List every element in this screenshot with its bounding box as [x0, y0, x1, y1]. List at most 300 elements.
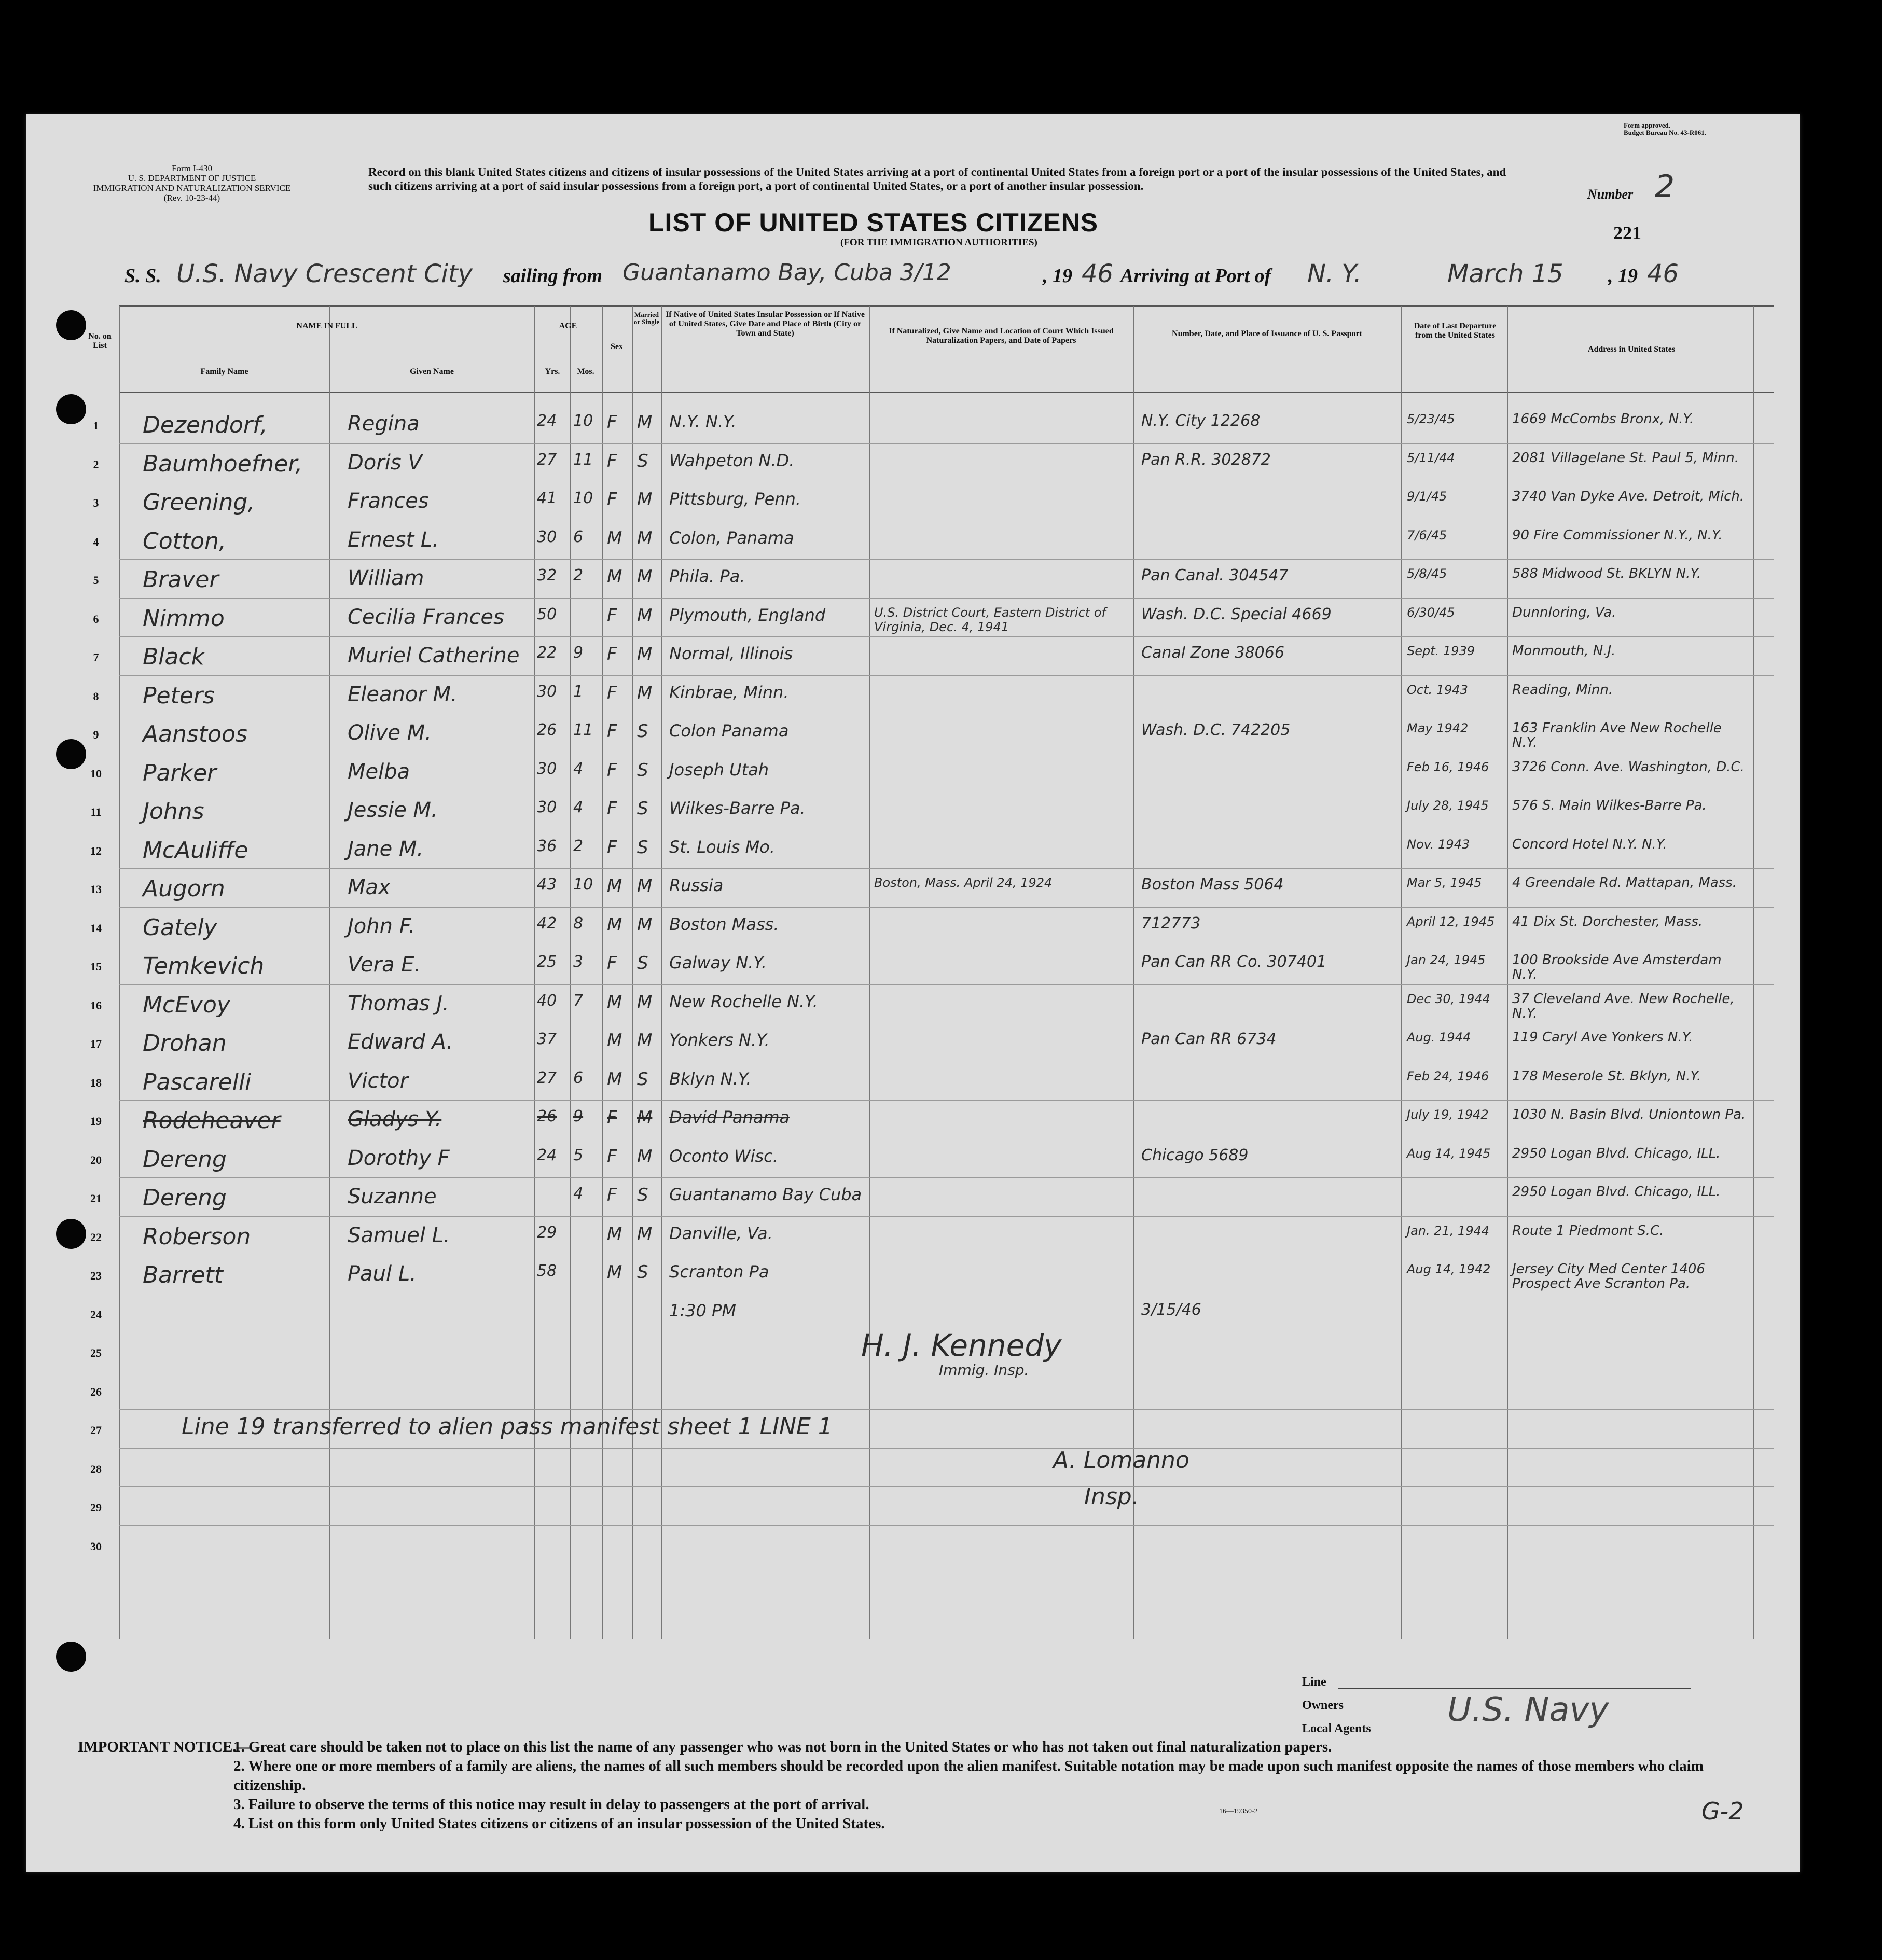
inspector-signature: H. J. Kennedy	[861, 1328, 1062, 1363]
form-id-block	[73, 163, 311, 203]
cell-dep: Jan. 21, 1944	[1407, 1223, 1490, 1238]
cell-family: Black	[143, 644, 205, 670]
cell-addr: Concord Hotel N.Y. N.Y.	[1512, 836, 1667, 852]
form-approved-block	[1624, 122, 1706, 136]
cell-mos: 10	[573, 489, 593, 507]
record-instructions: Record on this blank United States citizens and citizens of insular possessions of the United States arriving at a port of continental United States from a foreign port or a port of the insular possessions of the United States, and such citizens arriving at a port of said insular possessions from a foreign port, a port of continental United States, or a port of another insular possession.	[368, 165, 1506, 192]
cell-yrs: 29	[537, 1223, 557, 1242]
cell-family: Pascarelli	[143, 1068, 252, 1095]
cell-birth: Boston Mass.	[669, 914, 779, 934]
cell-birth: New Rochelle N.Y.	[669, 991, 818, 1011]
cell-addr: 4 Greendale Rd. Mattapan, Mass.	[1512, 875, 1737, 891]
cell-dep: Jan 24, 1945	[1407, 953, 1486, 967]
cell-birth: David Panama	[669, 1107, 790, 1127]
cell-ms: M	[637, 412, 653, 433]
cell-family: Temkevich	[143, 953, 265, 979]
owners-value: U.S. Navy	[1447, 1691, 1609, 1729]
cell-ms: S	[637, 450, 648, 471]
cell-mos: 2	[573, 837, 584, 855]
cell-sex: M	[607, 991, 622, 1012]
cell-sex: F	[607, 798, 617, 819]
row-number: 6	[93, 612, 99, 625]
col-line	[1133, 306, 1134, 1639]
cell-addr: 119 Caryl Ave Yonkers N.Y.	[1512, 1030, 1693, 1045]
cell-ms: M	[637, 914, 653, 935]
cell-family: Aanstoos	[143, 721, 247, 747]
cell-family: Braver	[143, 566, 219, 593]
cell-sex: M	[607, 914, 622, 935]
cell-passport: Wash. D.C. Special 4669	[1141, 605, 1332, 623]
page-number: 221	[1613, 223, 1641, 243]
row-number: 17	[90, 1037, 102, 1050]
header-top-rule	[119, 305, 1774, 307]
row-number: 9	[93, 728, 99, 741]
cell-given: Suzanne	[348, 1185, 437, 1208]
row-number: 18	[90, 1076, 102, 1089]
cell-addr: 90 Fire Commissioner N.Y., N.Y.	[1512, 527, 1723, 543]
cell-ms: M	[637, 1030, 653, 1051]
cell-given: Ernest L.	[348, 527, 439, 552]
cell-birth: Yonkers N.Y.	[669, 1030, 770, 1050]
cell-dep: 5/8/45	[1407, 566, 1447, 581]
cell-ms: M	[637, 1146, 653, 1167]
cell-passport: Wash. D.C. 742205	[1141, 721, 1291, 739]
cell-family: Nimmo	[143, 605, 225, 632]
row-number: 15	[90, 960, 102, 973]
cell-yrs: 30	[537, 798, 557, 816]
cell-yrs: 41	[537, 489, 557, 507]
line-underline	[1338, 1688, 1691, 1689]
cell-dep: Aug 14, 1942	[1407, 1262, 1491, 1276]
row-rule	[119, 907, 1774, 908]
cell-addr: 1030 N. Basin Blvd. Uniontown Pa.	[1512, 1107, 1746, 1122]
row-number: 21	[90, 1192, 102, 1205]
cell-mos: 6	[573, 1068, 584, 1087]
cell-ms: S	[637, 759, 648, 781]
page-title: LIST OF UNITED STATES CITIZENS	[648, 208, 1099, 237]
row-rule	[119, 1409, 1774, 1410]
cell-mos: 7	[573, 991, 584, 1010]
cell-family: Peters	[143, 682, 215, 709]
cell-birth: Guantanamo Bay Cuba	[669, 1185, 862, 1204]
cell-yrs: 22	[537, 644, 557, 662]
col-header-no: No. on List	[88, 332, 112, 350]
row-rule	[119, 1216, 1774, 1217]
col-line	[1401, 306, 1402, 1639]
cell-given: William	[348, 566, 424, 590]
cell-ms: M	[637, 489, 653, 510]
row-rule	[119, 559, 1774, 560]
cell-birth: 1:30 PM	[669, 1300, 736, 1320]
arriving-label: Arriving at Port of	[1120, 265, 1271, 287]
row-rule	[119, 636, 1774, 637]
col-header-native: If Native of United States Insular Possession or If Native of United States, Give Date and Place of Birth (City or Town and State)	[666, 310, 865, 338]
row-number: 19	[90, 1115, 102, 1128]
row-number: 24	[90, 1308, 102, 1321]
cell-family: McEvoy	[143, 991, 230, 1018]
cell-addr: 41 Dix St. Dorchester, Mass.	[1512, 913, 1703, 929]
row-number: 23	[90, 1269, 102, 1282]
cell-given: Vera E.	[348, 953, 421, 977]
sailing-from-value: Guantanamo Bay, Cuba 3/12	[622, 259, 951, 286]
cell-given: Max	[348, 875, 391, 899]
row-number: 4	[93, 535, 99, 548]
print-code: 16—19350-2	[1219, 1808, 1258, 1815]
col-header-age: AGE	[559, 322, 577, 330]
cell-yrs: 58	[537, 1262, 557, 1280]
cell-birth: Pittsburg, Penn.	[669, 489, 801, 509]
cell-given: Regina	[348, 412, 420, 436]
cell-passport: 712773	[1141, 914, 1201, 933]
row-number: 12	[90, 844, 102, 857]
cell-ms: M	[637, 605, 653, 626]
cell-dep: Dec 30, 1944	[1407, 991, 1490, 1006]
cell-dep: July 19, 1942	[1407, 1107, 1489, 1122]
cell-family: Roberson	[143, 1223, 251, 1250]
cell-sex: F	[607, 682, 617, 703]
row-rule	[119, 598, 1774, 599]
cell-family: McAuliffe	[143, 837, 248, 864]
cell-mos: 3	[573, 953, 584, 971]
cell-ms: S	[637, 953, 648, 974]
cell-given: Olive M.	[348, 721, 432, 745]
arriving-date: March 15	[1447, 259, 1563, 288]
cell-birth: Russia	[669, 875, 724, 895]
cell-addr: Reading, Minn.	[1512, 682, 1613, 698]
second-title: Insp.	[1084, 1483, 1139, 1510]
cell-sex: F	[607, 605, 617, 626]
cell-sex: F	[607, 1107, 617, 1128]
cell-dep: Feb 16, 1946	[1407, 759, 1489, 774]
cell-given: Doris V	[348, 450, 422, 475]
cell-birth: Oconto Wisc.	[669, 1146, 778, 1166]
cell-birth: Danville, Va.	[669, 1223, 773, 1243]
cell-addr: Route 1 Piedmont S.C.	[1512, 1222, 1664, 1239]
row-rule	[119, 1525, 1774, 1526]
cell-family: Greening,	[143, 489, 255, 516]
row-number: 26	[90, 1385, 102, 1398]
cell-ms: S	[637, 1262, 648, 1283]
header-bottom-rule	[119, 392, 1774, 393]
cell-yrs: 26	[537, 721, 557, 739]
notice-item: 1. Great care should be taken not to place on this list the name of any passenger who was not born in the United States or who has not taken out final naturalization papers.	[233, 1739, 1332, 1755]
cell-family: Cotton,	[143, 527, 226, 554]
col-header-name-in-full: NAME IN FULL	[296, 322, 357, 330]
cell-dep: 5/11/44	[1407, 450, 1455, 465]
row-rule	[119, 1177, 1774, 1178]
cell-mos: 6	[573, 527, 584, 546]
cell-mos: 9	[573, 1107, 584, 1125]
page-subtitle: (FOR THE IMMIGRATION AUTHORITIES)	[840, 237, 1037, 248]
line-26-note: Line 19 transferred to alien pass manifest sheet 1 LINE 1	[182, 1413, 833, 1440]
cell-mos: 8	[573, 914, 584, 933]
cell-ms: S	[637, 721, 648, 742]
cell-mos: 4	[573, 1185, 584, 1203]
cell-yrs: 30	[537, 527, 557, 546]
cell-sex: F	[607, 450, 617, 471]
cell-birth: Wilkes-Barre Pa.	[669, 798, 806, 818]
row-number: 10	[90, 767, 102, 780]
col-header-sex: Sex	[611, 342, 623, 351]
cell-family: Gately	[143, 914, 217, 941]
row-number: 13	[90, 883, 102, 896]
col-line	[1507, 306, 1508, 1639]
year-value-2: 46	[1647, 259, 1679, 288]
cell-given: Thomas J.	[348, 991, 449, 1016]
notice-item: 2. Where one or more members of a family are aliens, the names of all such members should be recorded upon the alien manifest. Suitable notation may be made upon such manifest opposite the names of those members who claim citizenship.	[233, 1758, 1704, 1794]
cell-sex: M	[607, 875, 622, 896]
cell-passport: 3/15/46	[1141, 1300, 1201, 1319]
row-number: 14	[90, 921, 102, 935]
cell-birth: Colon, Panama	[669, 527, 794, 548]
cell-mos: 11	[573, 450, 593, 469]
cell-yrs: 42	[537, 914, 557, 933]
cell-family: Augorn	[143, 875, 225, 902]
notice-item: 3. Failure to observe the terms of this notice may result in delay to passengers at the port of arrival.	[233, 1796, 869, 1813]
cell-nat: Boston, Mass. April 24, 1924	[874, 875, 1053, 890]
owners-label: Owners	[1302, 1699, 1344, 1712]
cell-birth: Kinbrae, Minn.	[669, 682, 789, 702]
cell-ms: S	[637, 1068, 648, 1090]
cell-addr: 2081 Villagelane St. Paul 5, Minn.	[1512, 450, 1739, 466]
cell-addr: 2950 Logan Blvd. Chicago, ILL.	[1512, 1145, 1721, 1161]
cell-passport: Pan Can RR Co. 307401	[1141, 953, 1327, 971]
cell-yrs: 32	[537, 566, 557, 585]
cell-addr: 3726 Conn. Ave. Washington, D.C.	[1512, 759, 1745, 775]
cell-sex: F	[607, 412, 617, 433]
row-rule	[119, 868, 1774, 869]
arriving-port: N. Y.	[1307, 259, 1362, 288]
punch-hole	[56, 739, 86, 769]
service: IMMIGRATION AND NATURALIZATION SERVICE	[93, 183, 291, 193]
cell-birth: Wahpeton N.D.	[669, 450, 795, 470]
cell-mos: 11	[573, 721, 593, 739]
row-rule	[119, 984, 1774, 985]
cell-family: Dereng	[143, 1185, 227, 1211]
cell-dep: 9/1/45	[1407, 489, 1447, 504]
notice-heading: IMPORTANT NOTICE.—	[78, 1739, 252, 1755]
row-number: 28	[90, 1462, 102, 1476]
cell-ms: M	[637, 644, 653, 664]
col-header-family-name: Family Name	[200, 367, 248, 376]
cell-dep: Feb 24, 1946	[1407, 1068, 1489, 1083]
cell-ms: S	[637, 1185, 648, 1205]
col-header-naturalized: If Naturalized, Give Name and Location of Court Which Issued Naturalization Papers, and Date of Papers	[889, 327, 1114, 345]
revision: (Rev. 10-23-44)	[163, 193, 220, 203]
cell-dep: Aug 14, 1945	[1407, 1146, 1491, 1161]
cell-sex: F	[607, 1185, 617, 1205]
cell-addr: 2950 Logan Blvd. Chicago, ILL.	[1512, 1184, 1721, 1200]
cell-dep: 7/6/45	[1407, 527, 1447, 543]
cell-sex: F	[607, 759, 617, 781]
cell-yrs: 50	[537, 605, 557, 623]
cell-ms: M	[637, 875, 653, 896]
cell-sex: M	[607, 1068, 622, 1090]
cell-given: Muriel Catherine	[348, 644, 520, 668]
cell-passport: Pan Can RR 6734	[1141, 1030, 1277, 1048]
cell-sex: F	[607, 1146, 617, 1167]
cell-addr: Jersey City Med Center 1406 Prospect Ave Scranton Pa.	[1512, 1261, 1705, 1291]
line-label: Line	[1302, 1675, 1326, 1689]
cell-family: Rodeheaver	[143, 1107, 281, 1134]
cell-family: Drohan	[143, 1030, 227, 1057]
cell-addr: 1669 McCombs Bronx, N.Y.	[1512, 411, 1694, 427]
cell-ms: S	[637, 837, 648, 858]
cell-family: Dezendorf,	[143, 412, 268, 438]
col-header-departure: Date of Last Departure from the United States	[1414, 322, 1497, 340]
form-approved: Form approved.	[1624, 121, 1671, 129]
col-header-married: Married or Single	[633, 311, 660, 326]
col-header-address: Address in United States	[1587, 345, 1676, 354]
cell-mos: 9	[573, 644, 584, 662]
cell-sex: F	[607, 721, 617, 742]
cell-yrs: 25	[537, 953, 557, 971]
cell-given: Samuel L.	[348, 1223, 450, 1247]
row-number: 16	[90, 998, 102, 1012]
cell-sex: M	[607, 527, 622, 549]
row-rule	[119, 1100, 1774, 1101]
cell-addr: 576 S. Main Wilkes-Barre Pa.	[1512, 798, 1707, 813]
cell-given: John F.	[348, 914, 416, 938]
cell-dep: Mar 5, 1945	[1407, 875, 1482, 890]
row-number: 11	[90, 805, 102, 818]
local-agents-label: Local Agents	[1302, 1722, 1371, 1735]
cell-given: Victor	[348, 1068, 409, 1093]
cell-addr: 3740 Van Dyke Ave. Detroit, Mich.	[1512, 489, 1745, 504]
row-number: 7	[93, 651, 99, 664]
cell-addr: Dunnloring, Va.	[1512, 604, 1616, 620]
cell-mos: 4	[573, 759, 584, 778]
cell-addr: 163 Franklin Ave New Rochelle N.Y.	[1512, 720, 1722, 750]
col-header-given-name: Given Name	[410, 367, 454, 376]
cell-sex: F	[607, 489, 617, 510]
cell-addr: 100 Brookside Ave Amsterdam N.Y.	[1512, 952, 1722, 982]
cell-birth: Galway N.Y.	[669, 953, 767, 972]
cell-sex: F	[607, 837, 617, 858]
cell-birth: Normal, Illinois	[669, 644, 793, 663]
cell-birth: Plymouth, England	[669, 605, 826, 625]
cell-mos: 1	[573, 682, 584, 701]
cell-sex: M	[607, 1262, 622, 1283]
cell-birth: St. Louis Mo.	[669, 837, 775, 857]
important-notice	[78, 1737, 1738, 1833]
cell-yrs: 30	[537, 682, 557, 701]
row-number: 2	[93, 457, 99, 471]
cell-sex: M	[607, 1223, 622, 1244]
row-number: 20	[90, 1153, 102, 1166]
row-number: 22	[90, 1230, 102, 1244]
cell-sex: M	[607, 566, 622, 587]
cell-family: Barrett	[143, 1262, 223, 1288]
cell-given: Jessie M.	[348, 798, 438, 822]
cell-dep: Oct. 1943	[1407, 682, 1468, 697]
cell-addr: 178 Meserole St. Bklyn, N.Y.	[1512, 1068, 1701, 1084]
cell-birth: N.Y. N.Y.	[669, 412, 737, 432]
ss-label: S. S.	[124, 265, 161, 287]
cell-passport: Canal Zone 38066	[1141, 644, 1284, 662]
cell-birth: Joseph Utah	[669, 759, 769, 780]
col-header-passport: Number, Date, and Place of Issuance of U. S. Passport	[1172, 329, 1362, 338]
cell-given: Eleanor M.	[348, 682, 458, 706]
corner-mark: G-2	[1701, 1797, 1744, 1825]
cell-given: Jane M.	[348, 837, 424, 861]
cell-birth: Colon Panama	[669, 721, 789, 741]
cell-passport: Boston Mass 5064	[1141, 875, 1284, 894]
row-number: 5	[93, 574, 99, 587]
cell-ms: M	[637, 682, 653, 703]
notice-item: 4. List on this form only United States citizens or citizens of an insular possession of the United States.	[233, 1815, 885, 1832]
cell-mos: 10	[573, 875, 593, 894]
year-prefix-2: , 19	[1608, 265, 1638, 287]
row-number: 27	[90, 1424, 102, 1437]
cell-passport: Pan R.R. 302872	[1141, 450, 1271, 469]
cell-ms: M	[637, 1107, 653, 1128]
cell-mos: 5	[573, 1146, 584, 1164]
col-line	[869, 306, 870, 1639]
row-number: 30	[90, 1539, 102, 1553]
cell-nat: U.S. District Court, Eastern District of Virginia, Dec. 4, 1941	[874, 605, 1106, 634]
cell-given: Dorothy F	[348, 1146, 450, 1170]
cell-mos: 4	[573, 798, 584, 816]
cell-passport: N.Y. City 12268	[1141, 412, 1261, 430]
cell-family: Johns	[143, 798, 204, 825]
cell-mos: 10	[573, 412, 593, 430]
cell-addr: Monmouth, N.J.	[1512, 643, 1616, 659]
cell-ms: M	[637, 991, 653, 1012]
sailing-from-label: sailing from	[503, 265, 603, 287]
cell-passport: Chicago 5689	[1141, 1146, 1249, 1164]
cell-dep: April 12, 1945	[1407, 914, 1495, 929]
cell-given: Paul L.	[348, 1262, 417, 1286]
cell-family: Baumhoefner,	[143, 450, 303, 477]
cell-yrs: 43	[537, 875, 557, 894]
cell-given: Cecilia Frances	[348, 605, 504, 629]
year-prefix-1: , 19	[1043, 265, 1072, 287]
cell-ms: M	[637, 1223, 653, 1244]
form-id: Form I-430	[172, 163, 212, 173]
cell-dep: July 28, 1945	[1407, 798, 1489, 813]
cell-family: Dereng	[143, 1146, 227, 1173]
cell-mos: 2	[573, 566, 584, 585]
row-rule	[119, 1448, 1774, 1449]
inspector-title: Immig. Insp.	[939, 1361, 1029, 1379]
col-header-mos: Mos.	[577, 367, 594, 376]
row-rule	[119, 675, 1774, 676]
cell-given: Frances	[348, 489, 429, 513]
cell-dep: May 1942	[1407, 721, 1469, 735]
number-value: 2	[1655, 169, 1675, 205]
notice-items	[233, 1737, 1738, 1833]
row-number: 8	[93, 689, 99, 703]
col-header-yrs: Yrs.	[545, 367, 560, 376]
col-line	[1753, 306, 1754, 1639]
cell-dep: 6/30/45	[1407, 605, 1455, 620]
cell-yrs: 30	[537, 759, 557, 778]
cell-yrs: 36	[537, 837, 557, 855]
cell-dep: Aug. 1944	[1407, 1030, 1471, 1045]
cell-addr: 37 Cleveland Ave. New Rochelle, N.Y.	[1512, 991, 1735, 1021]
cell-dep: 5/23/45	[1407, 412, 1455, 426]
cell-family: Parker	[143, 759, 217, 786]
row-rule	[119, 443, 1774, 444]
cell-dep: Nov. 1943	[1407, 837, 1470, 852]
cell-yrs: 27	[537, 1068, 557, 1087]
cell-yrs: 37	[537, 1030, 557, 1048]
row-rule	[119, 1486, 1774, 1487]
year-value-1: 46	[1082, 259, 1114, 288]
cell-ms: M	[637, 566, 653, 587]
row-number: 3	[93, 496, 99, 509]
